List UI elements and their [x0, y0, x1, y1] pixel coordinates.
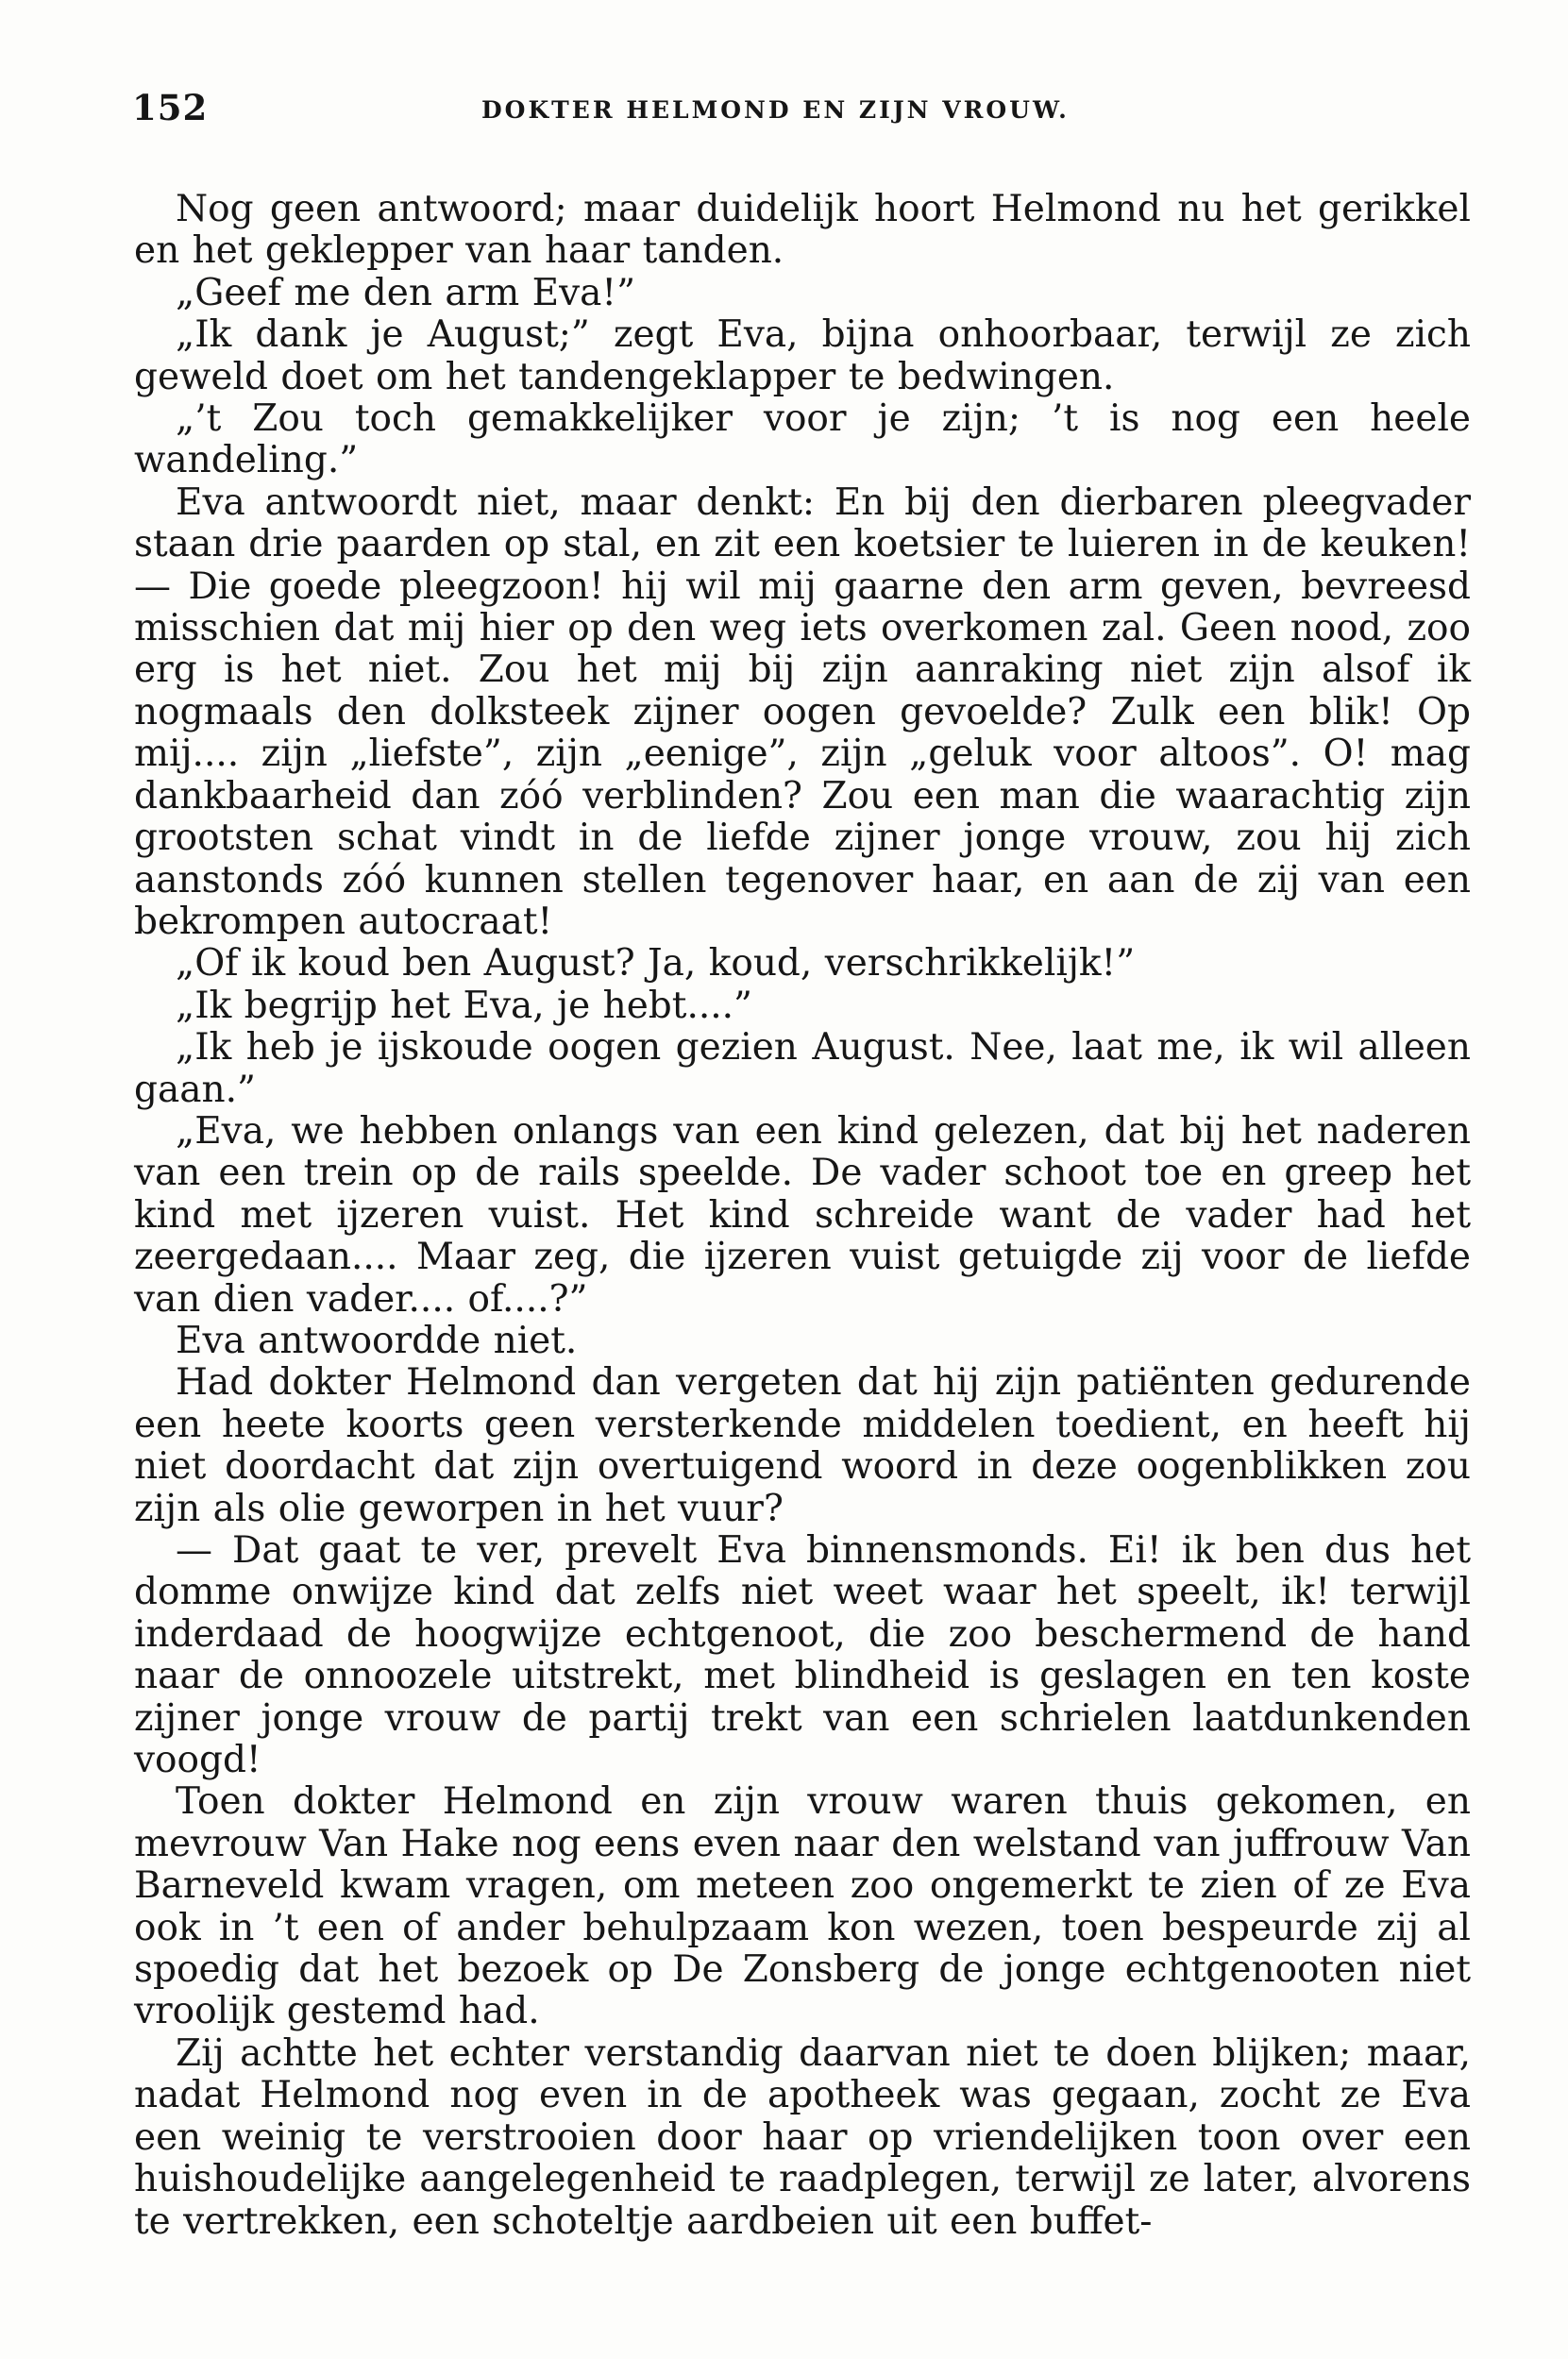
paragraph: „Of ik koud ben August? Ja, koud, verschrikkelijk!”: [176, 942, 1136, 986]
paragraph: Nog geen antwoord; maar duidelijk hoort Helmond nu het gerikkel en het geklepper van haar tanden.: [134, 188, 1471, 273]
page-number: 152: [132, 87, 209, 128]
paragraph: Zij achtte het echter verstandig daarvan niet te doen blijken; maar, nadat Helmond nog even in de apotheek was gegaan, zocht ze Eva een weinig te verstrooien door haar op vriendelijken toon over een huishoudelijke aangelegenheid te raadplegen, terwijl ze later, alvorens te vertrekken, een schoteltje aardbeien uit een buffet-: [134, 2031, 1471, 2243]
paragraph: „Geef me den arm Eva!”: [176, 271, 636, 314]
paragraph: Had dokter Helmond dan vergeten dat hij zijn patiënten gedurende een heete koorts geen versterkende middelen toedient, en heeft hij niet doordacht dat zijn overtuigend woord in deze oogenblikken zou zijn als olie geworpen in het vuur?: [134, 1361, 1471, 1530]
paragraph: „Ik dank je August;” zegt Eva, bijna onhoorbaar, terwijl ze zich geweld doet om het tandengeklapper te bedwingen.: [134, 313, 1471, 398]
page-header: [132, 87, 1473, 143]
paragraph: „’t Zou toch gemakkelijker voor je zijn; ’t is nog een heele wandeling.”: [134, 397, 1471, 482]
paragraph: „Ik heb je ijskoude oogen gezien August. Nee, laat me, ik wil alleen gaan.”: [134, 1026, 1471, 1111]
paragraph: Eva antwoordt niet, maar denkt: En bij den dierbaren pleegvader staan drie paarden op stal, en zit een koetsier te luieren in de keuken! — Die goede pleegzoon! hij wil mij gaarne den arm geven, bevreesd misschien dat mij hier op den weg iets overkomen zal. Geen nood, zoo erg is het niet. Zou het mij bij zijn aanraking niet zijn alsof ik nogmaals den dolksteek zijner oogen gevoelde? Zulk een blik! Op mij.... zijn „liefste”, zijn „eenige”, zijn „geluk voor altoos”. O! mag dankbaarheid dan zóó verblinden? Zou een man die waarachtig zijn grootsten schat vindt in de liefde zijner jonge vrouw, zou hij zich aanstonds zóó kunnen stellen tegenover haar, en aan de zij van een bekrompen autocraat!: [134, 480, 1471, 943]
paragraph: — Dat gaat te ver, prevelt Eva binnensmonds. Ei! ik ben dus het domme onwijze kind dat zelfs niet weet waar het speelt, ik! terwijl inderdaad de hoogwijze echtgenoot, die zoo beschermend de hand naar de onnoozele uitstrekt, met blindheid is geslagen en ten koste zijner jonge vrouw de partij trekt van een schrielen laatdunkenden voogd!: [134, 1529, 1471, 1782]
paragraph: „Eva, we hebben onlangs van een kind gelezen, dat bij het naderen van een trein op de rails speelde. De vader schoot toe en greep het kind met ijzeren vuist. Het kind schreide want de vader had het zeergedaan.... Maar zeg, die ijzeren vuist getuigde zij voor de liefde van dien vader.... of....?”: [134, 1109, 1471, 1321]
paragraph: Eva antwoordde niet.: [176, 1319, 578, 1362]
paragraph: Toen dokter Helmond en zijn vrouw waren thuis gekomen, en mevrouw Van Hake nog eens even naar den welstand van juffrouw Van Barneveld kwam vragen, om meteen zoo ongemerkt te zien of ze Eva ook in ’t een of ander behulpzaam kon wezen, toen bespeurde zij al spoedig dat het bezoek op De Zonsberg de jonge echtgenooten niet vroolijk gestemd had.: [134, 1780, 1471, 2033]
paragraph: „Ik begrijp het Eva, je hebt....”: [176, 984, 752, 1027]
running-title: DOKTER HELMOND EN ZIJN VROUW.: [481, 96, 1070, 124]
body-text: [134, 189, 1471, 2243]
